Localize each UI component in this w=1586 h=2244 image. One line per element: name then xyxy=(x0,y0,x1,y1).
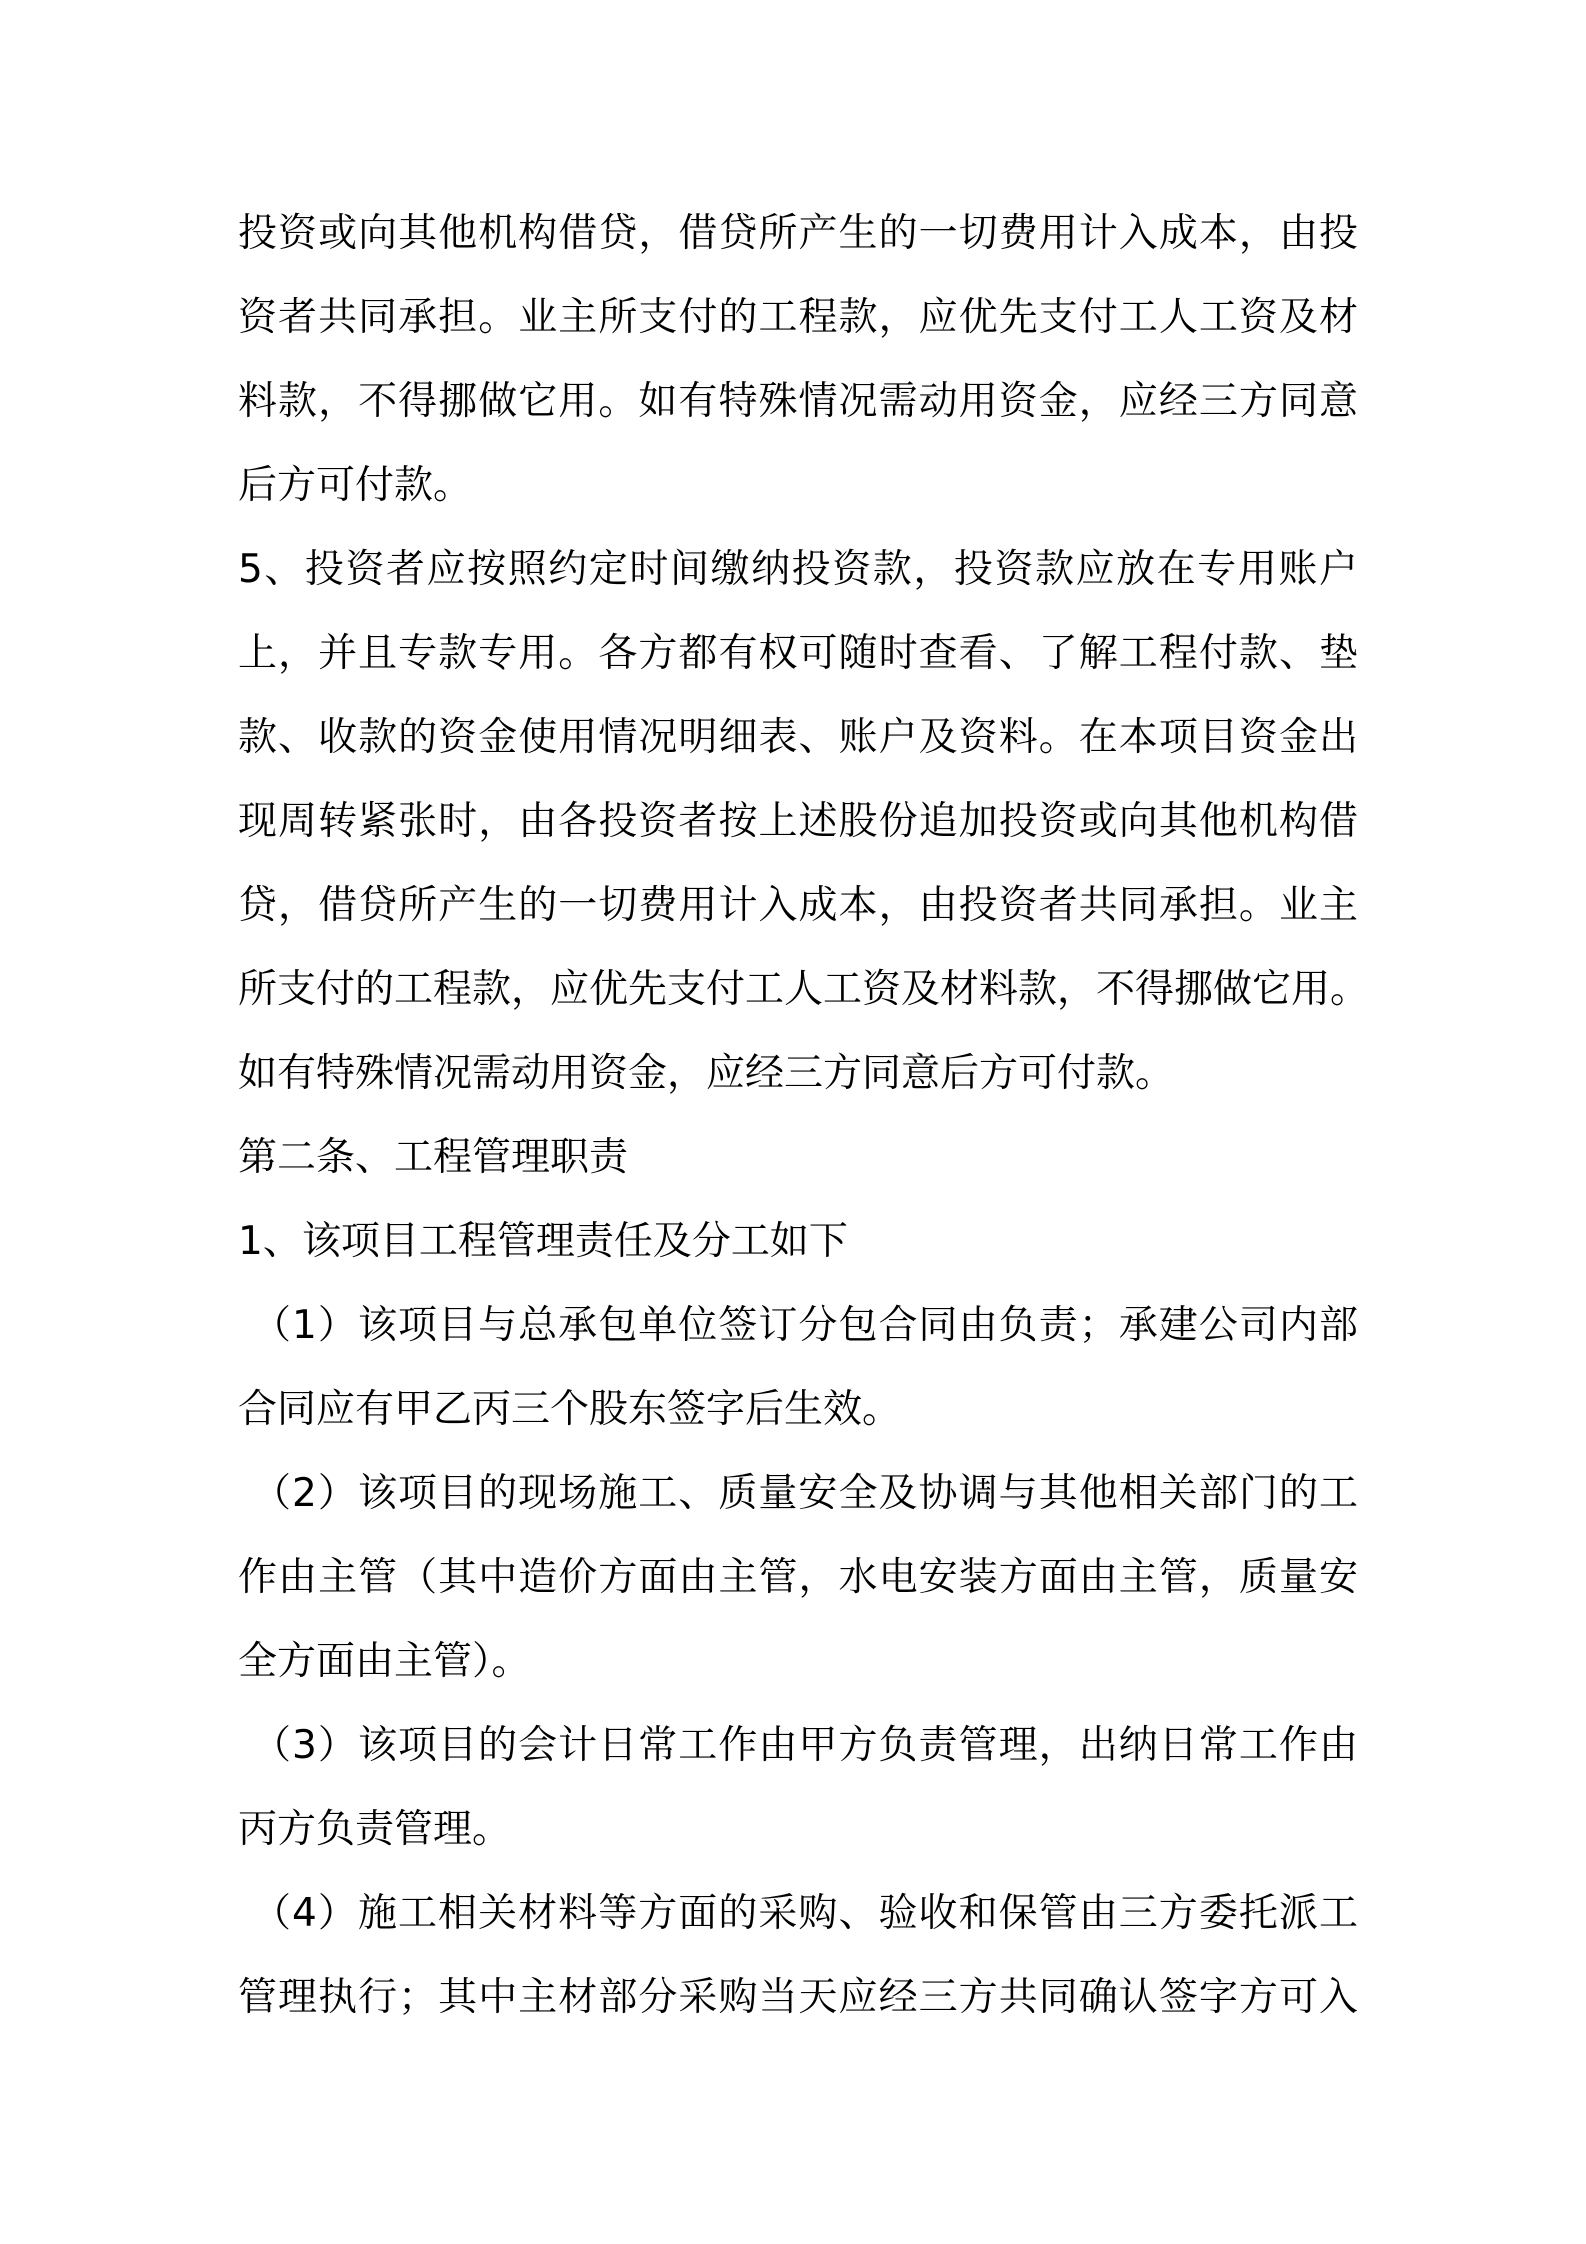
list-item-line: （3）该项目的会计日常工作由甲方负责管理，出纳日常工作由 xyxy=(252,1723,1358,1768)
list-item-line: （2）该项目的现场施工、质量安全及协调与其他相关部门的工 xyxy=(252,1471,1358,1516)
paragraph-line: 上，并且专款专用。各方都有权可随时查看、了解工程付款、垫 xyxy=(238,631,1358,676)
paragraph-line: 所支付的工程款，应优先支付工人工资及材料款，不得挪做它用。 xyxy=(238,967,1370,1012)
paragraph-line: 5、投资者应按照约定时间缴纳投资款，投资款应放在专用账户 xyxy=(238,547,1358,592)
paragraph-line: 后方可付款。 xyxy=(238,463,473,508)
document-body xyxy=(238,192,1370,2040)
paragraph-line: 款、收款的资金使用情况明细表、账户及资料。在本项目资金出 xyxy=(238,715,1358,760)
paragraph-line: 如有特殊情况需动用资金，应经三方同意后方可付款。 xyxy=(238,1051,1175,1096)
paragraph-line: 投资或向其他机构借贷，借贷所产生的一切费用计入成本，由投 xyxy=(238,211,1358,256)
paragraph-line: 资者共同承担。业主所支付的工程款，应优先支付工人工资及材 xyxy=(238,295,1358,340)
list-item-line: 作由主管（其中造价方面由主管，水电安装方面由主管，质量安 xyxy=(238,1555,1358,1600)
list-item-line: （1）该项目与总承包单位签订分包合同由负责；承建公司内部 xyxy=(252,1303,1358,1348)
subsection-heading: 1、该项目工程管理责任及分工如下 xyxy=(238,1219,848,1264)
section-heading: 第二条、工程管理职责 xyxy=(238,1135,629,1180)
list-item-line: 全方面由主管）。 xyxy=(238,1639,531,1684)
list-item-line: 合同应有甲乙丙三个股东签字后生效。 xyxy=(238,1387,902,1432)
paragraph-line: 贷，借贷所产生的一切费用计入成本，由投资者共同承担。业主 xyxy=(238,883,1358,928)
paragraph-line: 现周转紧张时，由各投资者按上述股份追加投资或向其他机构借 xyxy=(238,799,1358,844)
paragraph-line: 料款，不得挪做它用。如有特殊情况需动用资金，应经三方同意 xyxy=(238,379,1358,424)
list-item-line: 丙方负责管理。 xyxy=(238,1807,512,1852)
list-item-line: （4）施工相关材料等方面的采购、验收和保管由三方委托派工 xyxy=(252,1891,1358,1936)
list-item-line: 管理执行；其中主材部分采购当天应经三方共同确认签字方可入 xyxy=(238,1975,1358,2020)
